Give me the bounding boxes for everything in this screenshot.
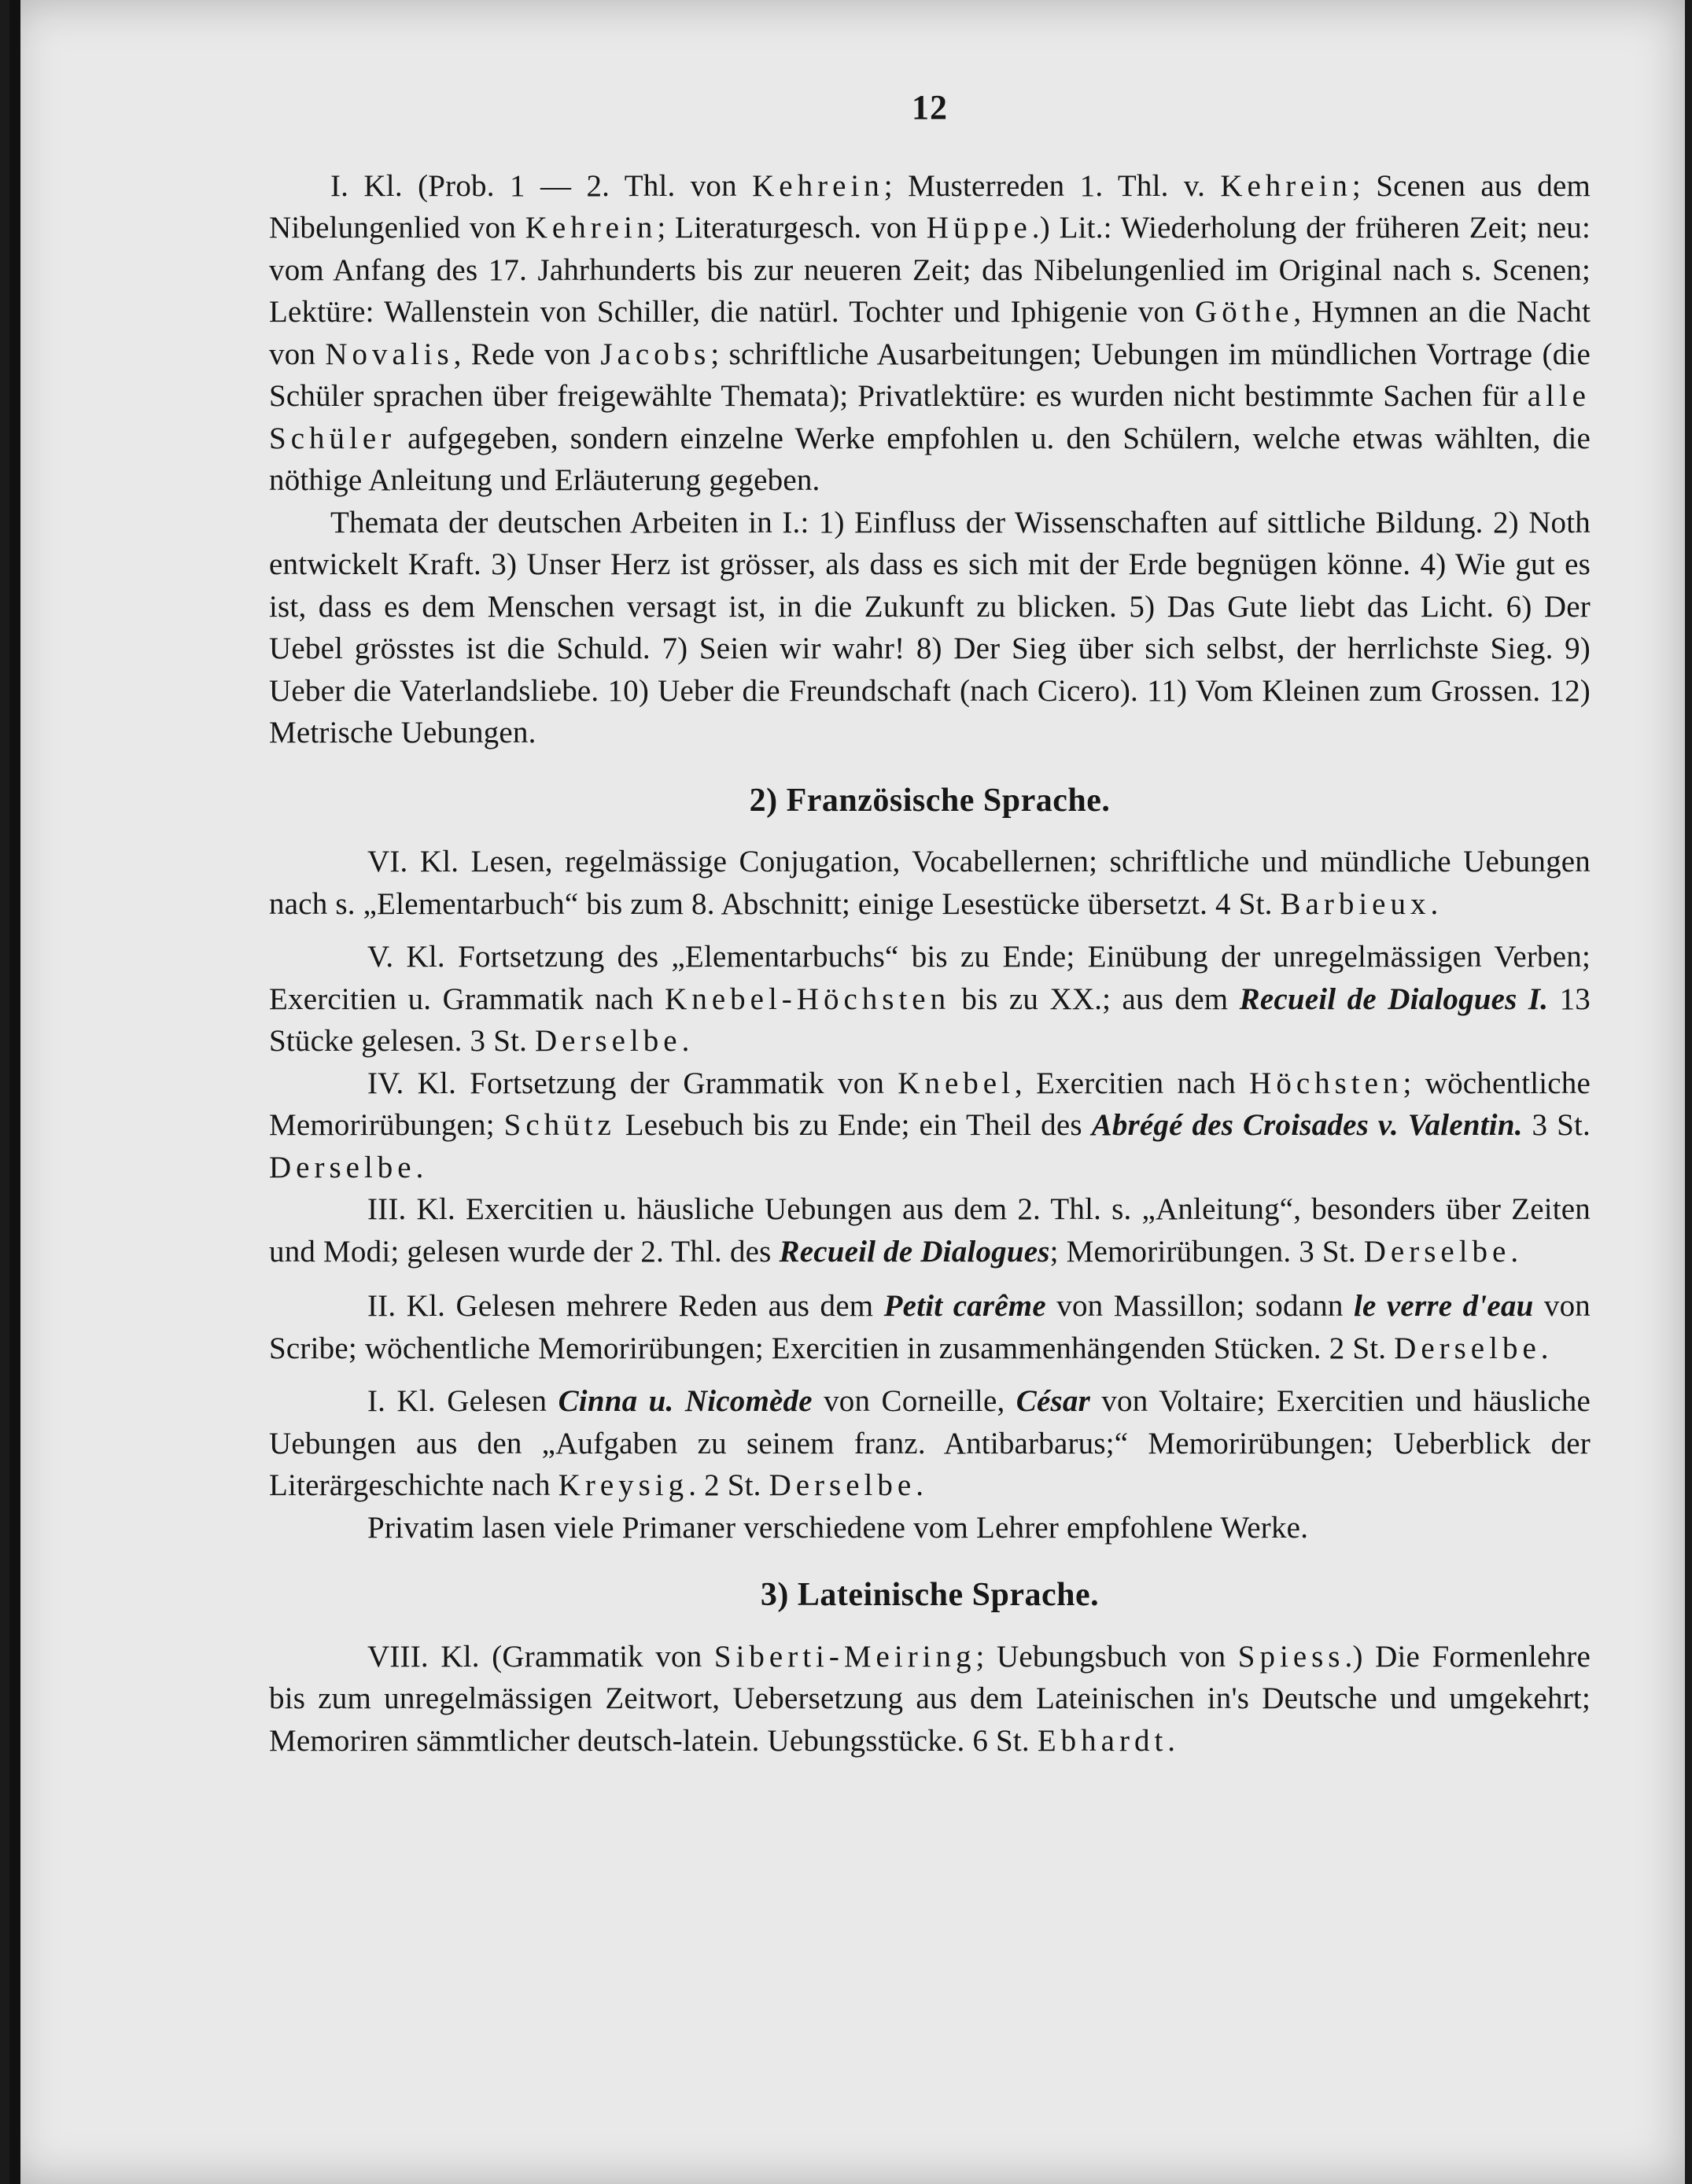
section-heading-latin: 3) Lateinische Sprache. — [760, 1577, 1100, 1613]
french-class-vi-paragraph: VI. Kl. Lesen, regelmässige Conjugation, Vocabellernen; schriftliche und mündliche Uebungen nach s. „Elementarbuch“ bis zum 8. Abschnitt; einige Lesestücke übersetzt. 4 St. Barbieux. — [269, 845, 1591, 921]
french-class-i-paragraph: I. Kl. Gelesen Cinna u. Nicomède von Corneille, César von Voltaire; Exercitien und häusliche Uebungen aus den „Aufgaben zu seinem franz. Antibarbarus;“ Memorirübungen; Ueberblick der Literärgeschichte nach Kreysig. 2 St. Derselbe. — [269, 1384, 1591, 1502]
french-class-ii-paragraph: II. Kl. Gelesen mehrere Reden aus dem Petit carême von Massillon; sodann le verre d'eau von Scribe; wöchentliche Memorirübungen; Exercitien in zusammenhängenden Stücken. 2 St. Derselbe. — [269, 1289, 1591, 1365]
scanned-page — [9, 0, 1685, 2184]
french-private-reading-paragraph: Privatim lasen viele Primaner verschiedene vom Lehrer empfohlene Werke. — [367, 1510, 1309, 1545]
section-heading-french: 2) Französische Sprache. — [749, 782, 1111, 819]
french-class-v-paragraph: V. Kl. Fortsetzung des „Elementarbuchs“ bis zu Ende; Einübung der unregelmässigen Verben; Exercitien u. Grammatik nach Knebel-Höchsten bis zu XX.; aus dem Recueil de Dialogues I. 13 Stücke gelesen. 3 St. Derselbe. — [269, 940, 1591, 1058]
page-number: 12 — [912, 88, 948, 127]
german-essay-topics-paragraph: Themata der deutschen Arbeiten in I.: 1) Einfluss der Wissenschaften auf sittliche Bildung. 2) Noth entwickelt Kraft. 3) Unser Herz ist grösser, als dass es sich mit der Erde begnügen könne. 4) Wie gut es ist, dass es dem Menschen versagt ist, in die Zukunft zu blicken. 5) Das Gute liebt das Licht. 6) Der Uebel grösstes ist die Schuld. 7) Seien wir wahr! 8) Der Sieg über sich selbst, der herrlichste Sieg. 9) Ueber die Vaterlandsliebe. 10) Ueber die Freundschaft (nach Cicero). 11) Vom Kleinen zum Grossen. 12) Metrische Uebungen. — [269, 505, 1591, 749]
french-class-iv-paragraph: IV. Kl. Fortsetzung der Grammatik von Knebel, Exercitien nach Höchsten; wöchentliche Memorirübungen; Schütz Lesebuch bis zu Ende; ein Theil des Abrégé des Croisades v. Valentin. 3 St. Derselbe. — [269, 1066, 1591, 1184]
page-edge-shadow — [9, 0, 20, 2184]
latin-class-viii-paragraph: VIII. Kl. (Grammatik von Siberti-Meiring; Uebungsbuch von Spiess.) Die Formenlehre bis zum unregelmässigen Zeitwort, Uebersetzung aus dem Lateinischen in's Deutsche und umgekehrt; Memoriren sämmtlicher deutsch-latein. Uebungsstücke. 6 St. Ebhardt. — [269, 1639, 1591, 1758]
french-class-iii-paragraph: III. Kl. Exercitien u. häusliche Uebungen aus dem 2. Thl. s. „Anleitung“, besonders über Zeiten und Modi; gelesen wurde der 2. Thl. des Recueil de Dialogues; Memorirübungen. 3 St. Derselbe. — [269, 1192, 1591, 1269]
page-content — [269, 87, 1591, 1762]
german-class-i-paragraph: I. Kl. (Prob. 1 — 2. Thl. von Kehrein; Musterreden 1. Thl. v. Kehrein; Scenen aus dem Nibelungenlied von Kehrein; Literaturgesch. von Hüppe.) Lit.: Wiederholung der früheren Zeit; neu: vom Anfang des 17. Jahrhunderts bis zur neueren Zeit; das Nibelungenlied im Original nach s. Scenen; Lektüre: Wallenstein von Schiller, die natürl. Tochter und Iphigenie von Göthe, Hymnen an die Nacht von Novalis, Rede von Jacobs; schriftliche Ausarbeitungen; Uebungen im mündlichen Vortrage (die Schüler sprachen über freigewählte Themata); Privatlektüre: es wurden nicht bestimmte Sachen für alle Schüler aufgegeben, sondern einzelne Werke empfohlen u. den Schülern, welche etwas wählten, die nöthige Anleitung und Erläuterung gegeben. — [269, 168, 1591, 497]
